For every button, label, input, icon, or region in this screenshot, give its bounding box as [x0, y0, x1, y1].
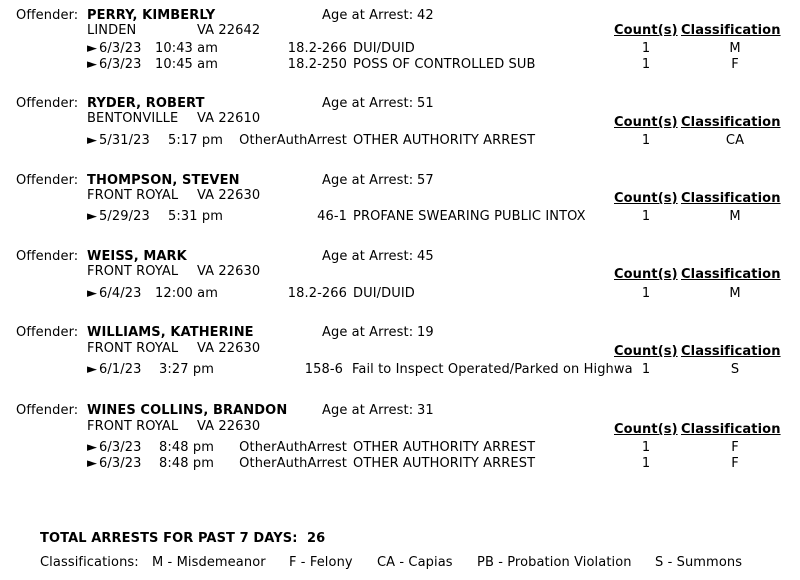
arrow-icon: ► — [87, 286, 98, 301]
charge-date: 6/3/23 — [99, 440, 142, 455]
offender-name: RYDER, ROBERT — [87, 96, 205, 111]
charge-code: OtherAuthArrest — [239, 456, 347, 471]
charge-time: 3:27 pm — [159, 362, 214, 377]
charge-time: 5:31 pm — [168, 209, 223, 224]
legend-item: CA - Capias — [377, 555, 453, 570]
total-arrests-value: 26 — [307, 531, 326, 546]
counts-header: Count(s) — [614, 344, 678, 359]
offender-state-zip: VA 22630 — [197, 188, 261, 203]
age-value: 51 — [417, 96, 434, 111]
offender-city: FRONT ROYAL — [87, 419, 179, 434]
charge-time: 5:17 pm — [168, 133, 223, 148]
charge-time: 8:48 pm — [159, 440, 214, 455]
offender-label: Offender: — [16, 403, 79, 418]
charge-code: 18.2-250 — [287, 57, 347, 72]
charge-classification: F — [731, 440, 739, 455]
charge-description: PROFANE SWEARING PUBLIC INTOX — [353, 209, 586, 224]
arrow-icon: ► — [87, 57, 98, 72]
offender-label: Offender: — [16, 249, 79, 264]
charge-description: OTHER AUTHORITY ARREST — [353, 133, 536, 148]
age-value: 42 — [417, 8, 434, 23]
legend-item: F - Felony — [289, 555, 353, 570]
arrow-icon: ► — [87, 133, 98, 148]
age-label: Age at Arrest: — [322, 8, 414, 23]
charge-description: OTHER AUTHORITY ARREST — [353, 440, 536, 455]
charge-classification: M — [729, 286, 741, 301]
charge-date: 6/3/23 — [99, 57, 142, 72]
arrow-icon: ► — [87, 41, 98, 56]
charge-time: 12:00 am — [154, 286, 218, 301]
offender-name: WILLIAMS, KATHERINE — [87, 325, 254, 340]
offender-city: FRONT ROYAL — [87, 341, 179, 356]
age-label: Age at Arrest: — [322, 249, 414, 264]
classification-header: Classification — [681, 23, 781, 38]
charge-date: 6/3/23 — [99, 456, 142, 471]
offender-name: WEISS, MARK — [87, 249, 187, 264]
age-value: 31 — [417, 403, 434, 418]
offender-city: FRONT ROYAL — [87, 188, 179, 203]
charge-description: DUI/DUID — [353, 41, 415, 56]
counts-header: Count(s) — [614, 267, 678, 282]
age-label: Age at Arrest: — [322, 173, 414, 188]
arrow-icon: ► — [87, 362, 98, 377]
classifications-label: Classifications: — [40, 555, 139, 570]
charge-classification: M — [729, 209, 741, 224]
classification-header: Classification — [681, 344, 781, 359]
charge-count: 1 — [641, 209, 651, 224]
offender-city: BENTONVILLE — [87, 111, 179, 126]
offender-city: FRONT ROYAL — [87, 264, 179, 279]
charge-code: 158-6 — [304, 362, 343, 377]
counts-header: Count(s) — [614, 191, 678, 206]
charge-description: POSS OF CONTROLLED SUB — [353, 57, 536, 72]
age-label: Age at Arrest: — [322, 325, 414, 340]
charge-classification: F — [731, 456, 739, 471]
age-label: Age at Arrest: — [322, 96, 414, 111]
charge-description: Fail to Inspect Operated/Parked on Highwa — [352, 362, 633, 377]
legend-item: S - Summons — [655, 555, 743, 570]
offender-state-zip: VA 22642 — [197, 23, 261, 38]
offender-label: Offender: — [16, 96, 79, 111]
counts-header: Count(s) — [614, 422, 678, 437]
offender-state-zip: VA 22630 — [197, 341, 261, 356]
charge-count: 1 — [641, 362, 651, 377]
charge-time: 10:45 am — [154, 57, 218, 72]
charge-count: 1 — [641, 286, 651, 301]
charge-code: OtherAuthArrest — [239, 133, 347, 148]
offender-label: Offender: — [16, 325, 79, 340]
legend-item: PB - Probation Violation — [477, 555, 632, 570]
charge-code: 46-1 — [317, 209, 347, 224]
arrow-icon: ► — [87, 209, 98, 224]
charge-classification: F — [731, 57, 739, 72]
classification-header: Classification — [681, 422, 781, 437]
total-arrests-label: TOTAL ARRESTS FOR PAST 7 DAYS: — [40, 531, 298, 546]
charge-date: 6/4/23 — [99, 286, 142, 301]
charge-count: 1 — [641, 456, 651, 471]
classification-header: Classification — [681, 115, 781, 130]
charge-description: OTHER AUTHORITY ARREST — [353, 456, 536, 471]
charge-date: 5/31/23 — [99, 133, 150, 148]
offender-label: Offender: — [16, 8, 79, 23]
charge-count: 1 — [641, 133, 651, 148]
counts-header: Count(s) — [614, 115, 678, 130]
charge-count: 1 — [641, 440, 651, 455]
charge-classification: S — [730, 362, 740, 377]
arrow-icon: ► — [87, 456, 98, 471]
charge-date: 6/3/23 — [99, 41, 142, 56]
offender-state-zip: VA 22630 — [197, 264, 261, 279]
charge-code: 18.2-266 — [287, 286, 347, 301]
offender-name: THOMPSON, STEVEN — [87, 173, 240, 188]
charge-code: OtherAuthArrest — [239, 440, 347, 455]
charge-date: 6/1/23 — [99, 362, 142, 377]
charge-classification: CA — [725, 133, 745, 148]
age-value: 19 — [417, 325, 434, 340]
offender-label: Offender: — [16, 173, 79, 188]
offender-name: WINES COLLINS, BRANDON — [87, 403, 288, 418]
offender-city: LINDEN — [87, 23, 137, 38]
charge-count: 1 — [641, 57, 651, 72]
offender-state-zip: VA 22630 — [197, 419, 261, 434]
legend-item: M - Misdemeanor — [152, 555, 266, 570]
charge-time: 8:48 pm — [159, 456, 214, 471]
classification-header: Classification — [681, 267, 781, 282]
charge-time: 10:43 am — [154, 41, 218, 56]
charge-count: 1 — [641, 41, 651, 56]
age-value: 57 — [417, 173, 434, 188]
arrow-icon: ► — [87, 440, 98, 455]
charge-description: DUI/DUID — [353, 286, 415, 301]
counts-header: Count(s) — [614, 23, 678, 38]
classification-header: Classification — [681, 191, 781, 206]
offender-state-zip: VA 22610 — [197, 111, 261, 126]
charge-classification: M — [729, 41, 741, 56]
charge-code: 18.2-266 — [287, 41, 347, 56]
age-value: 45 — [417, 249, 434, 264]
charge-date: 5/29/23 — [99, 209, 150, 224]
offender-name: PERRY, KIMBERLY — [87, 8, 216, 23]
age-label: Age at Arrest: — [322, 403, 414, 418]
